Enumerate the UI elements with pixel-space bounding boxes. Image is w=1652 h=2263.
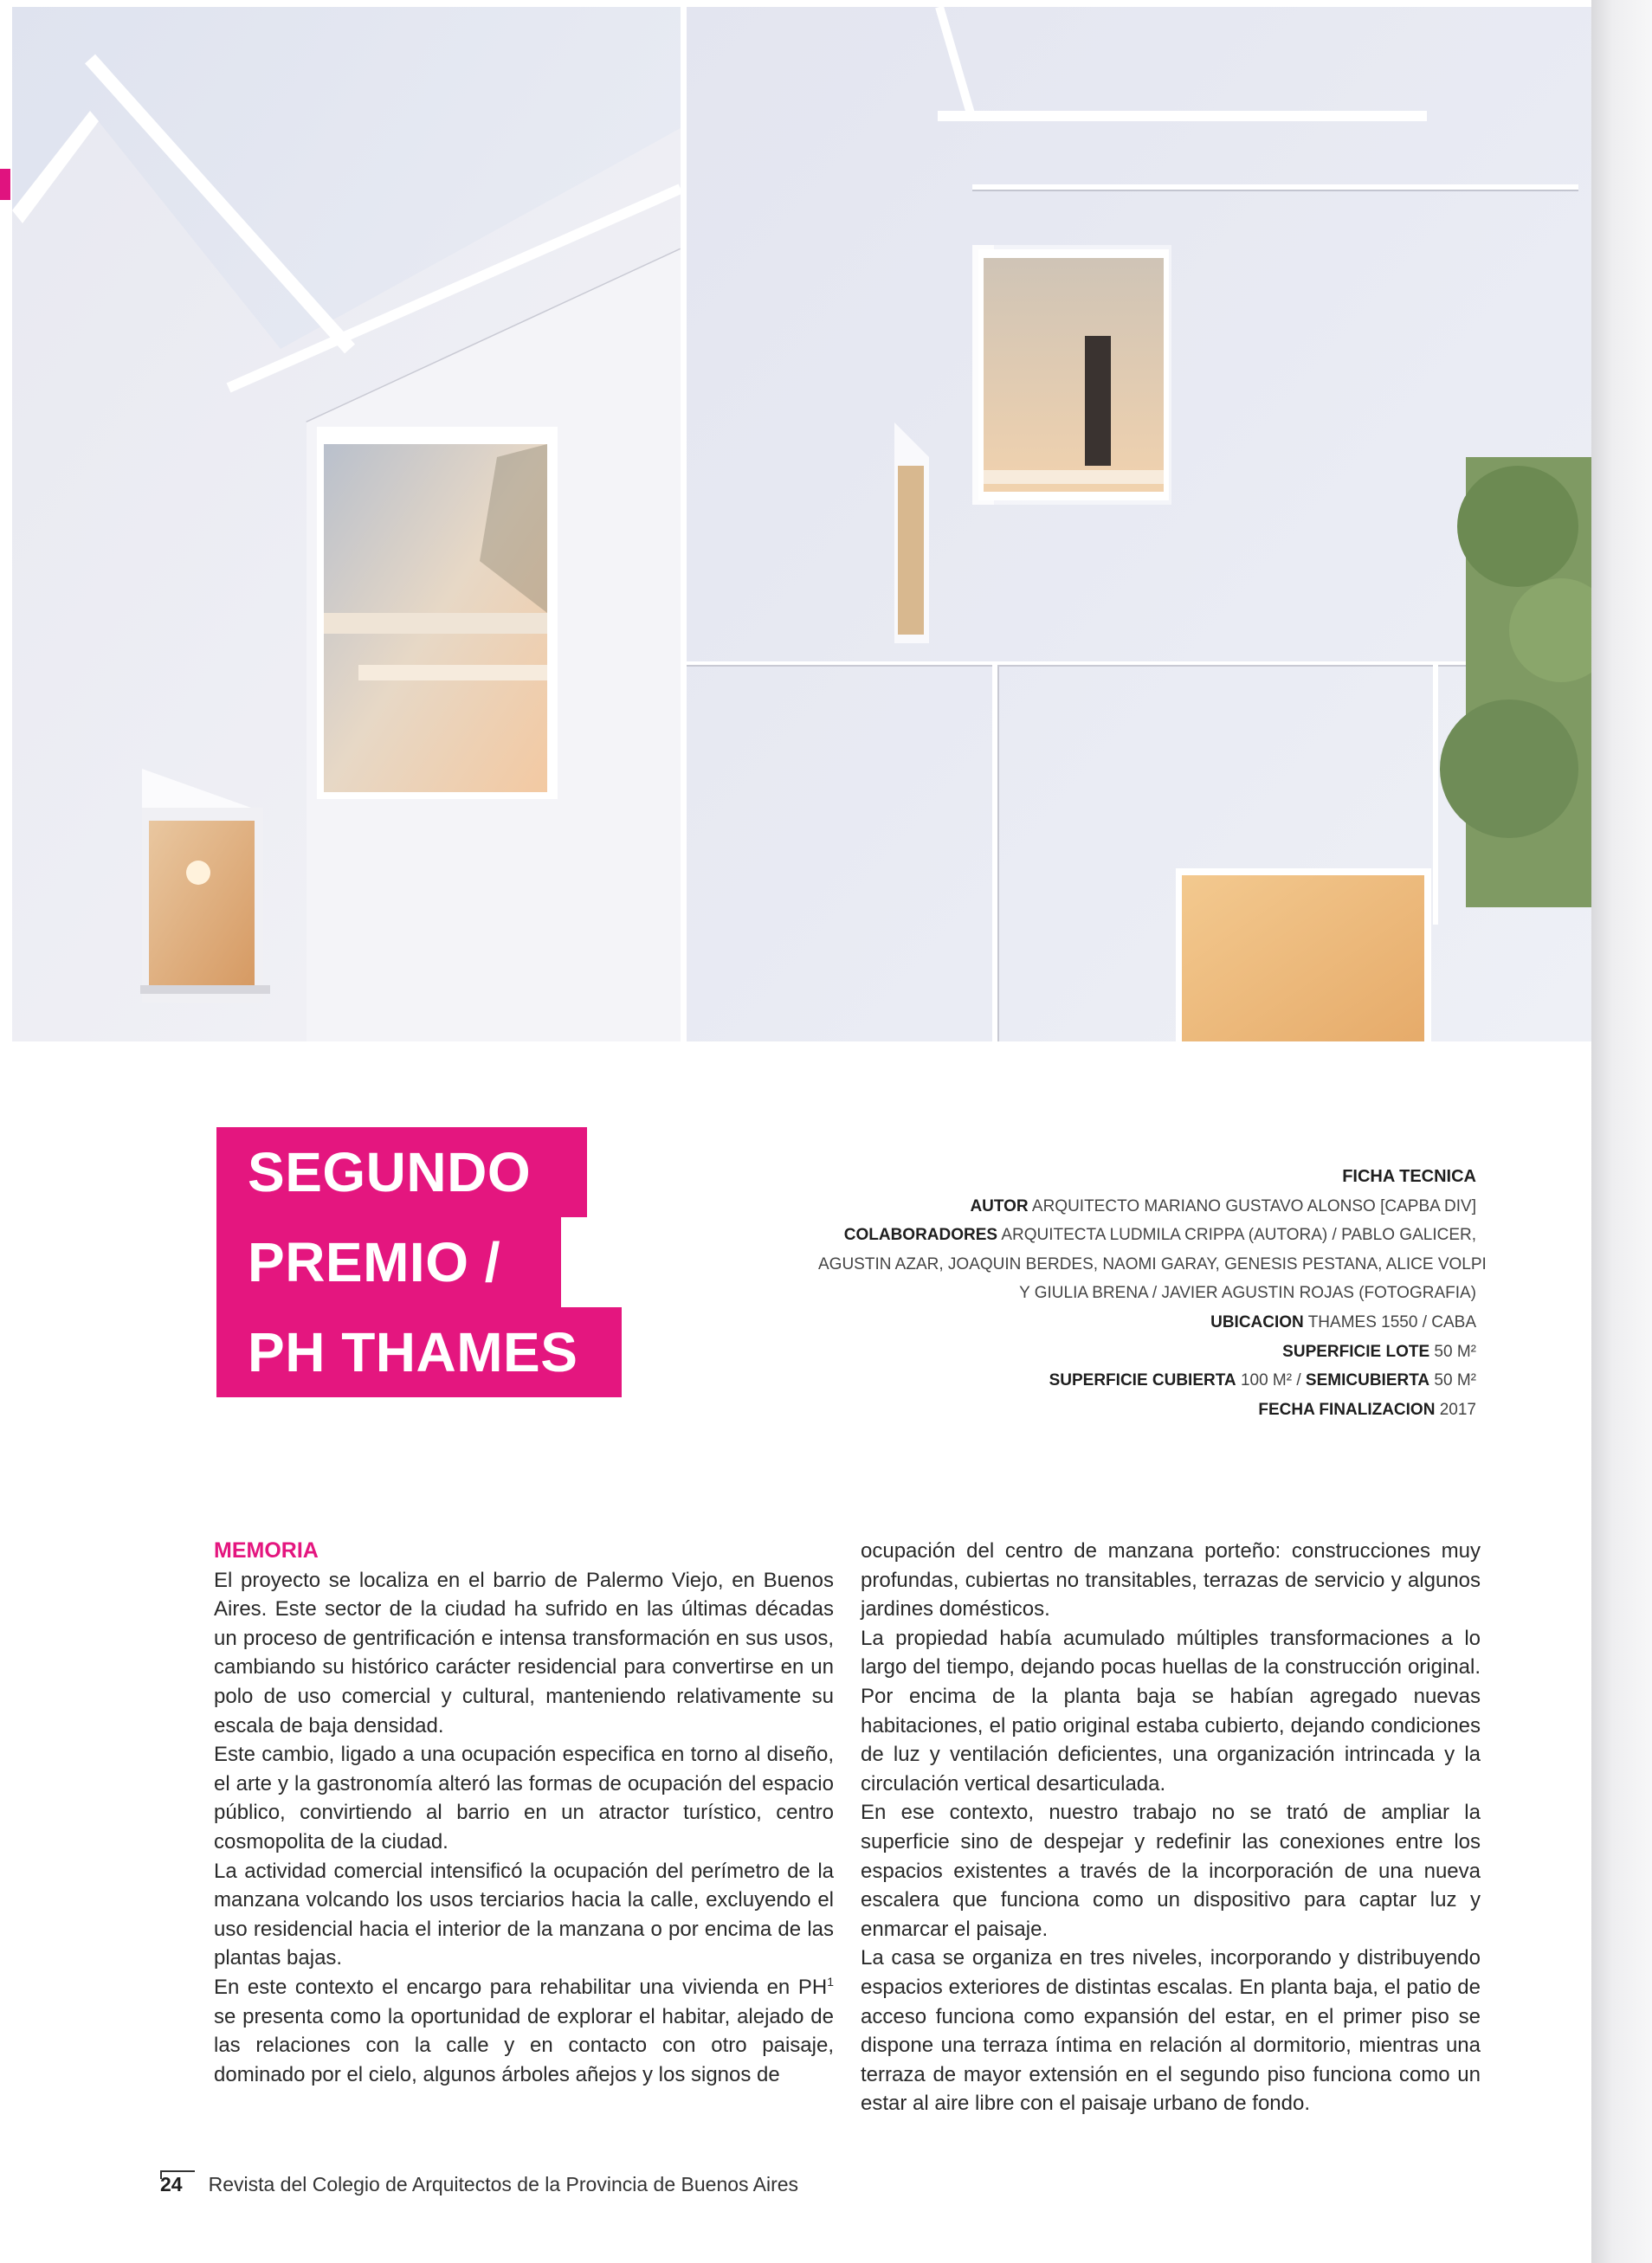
- ficha-cubierta-label: SUPERFICIE CUBIERTA: [1049, 1371, 1236, 1390]
- ficha-ubicacion: [818, 1308, 1476, 1338]
- memoria-paragraph-3: La actividad comercial intensificó la ocupación del perímetro de la manzana volcando los usos terciarios hacia la calle, excluyendo el uso residencial hacia el interior de la manzana o por encima de las plantas bajas.: [214, 1859, 834, 1970]
- ficha-autor-label: AUTOR: [970, 1196, 1029, 1215]
- memoria-paragraph-1: El proyecto se localiza en el barrio de Palermo Viejo, en Buenos Aires. Este sector de la ciudad ha sufrido en las últimas décadas un proceso de gentrificación e intensa transformación en sus usos, cambiando su histórico carácter residencial para convertirse en un polo de uso comercial y cultural, manteniendo relativamente su escala de baja densidad.: [214, 1568, 834, 1738]
- memoria-paragraph-8: La casa se organiza en tres niveles, incorporando y distribuyendo espacios exteriores de distintas escalas. En planta baja, el patio de acceso funciona como expansión del estar, en el primer piso se dispone una terraza íntima en relación al dormitorio, mientras una terraza de mayor extensión en el segundo piso funciona como un estar al aire libre con el paisaje urbano de fondo.: [861, 1946, 1481, 2116]
- title-line-1: SEGUNDO: [216, 1127, 587, 1217]
- memoria-paragraph-7: En ese contexto, nuestro trabajo no se trató de ampliar la superficie sino de despejar y redefinir las conexiones entre los espacios existentes a través de la incorporación de una nueva escalera que funciona como un dispositivo para captar luz y enmarcar el paisaje.: [861, 1801, 1481, 1941]
- ficha-ubicacion-label: UBICACION: [1210, 1312, 1304, 1331]
- memoria-heading: MEMORIA: [214, 1538, 319, 1563]
- ficha-heading: FICHA TECNICA: [1342, 1167, 1476, 1186]
- photo-left: [12, 7, 681, 1041]
- page-footer: [160, 2173, 798, 2196]
- photo-right: [687, 7, 1591, 1041]
- footer-rule: [160, 2170, 195, 2172]
- ficha-lote-label: SUPERFICIE LOTE: [1282, 1342, 1430, 1361]
- ficha-semicubierta-label: SEMICUBIERTA: [1305, 1371, 1430, 1390]
- ficha-colab-value-2: AGUSTIN AZAR, JOAQUIN BERDES, NAOMI GARAY, GENESIS PESTANA, ALICE VOLPI: [818, 1254, 1487, 1273]
- ficha-superficie: [818, 1366, 1476, 1396]
- memoria-paragraph-4: [214, 1973, 834, 2089]
- memoria-paragraph-4-a: En este contexto el encargo para rehabilitar una vivienda en PH: [214, 1975, 828, 1999]
- memoria-paragraph-4-b: se presenta como la oportunidad de explorar el habitar, alejado de las relaciones con la calle y en contacto con otro paisaje, dominado por el cielo, algunos árboles añejos y los signos de: [214, 2004, 834, 2086]
- page-number: 24: [160, 2173, 183, 2195]
- ficha-colab-label: COLABORADORES: [843, 1226, 998, 1245]
- memoria-paragraph-2: Este cambio, ligado a una ocupación especifica en torno al diseño, el arte y la gastronomía alteró las formas de ocupación del espacio público, convirtiendo al barrio en un atractor turístico, centro cosmopolita de la ciudad.: [214, 1743, 834, 1854]
- ficha-autor: [818, 1192, 1476, 1222]
- ficha-colaboradores: [818, 1221, 1476, 1250]
- ficha-lote-value: 50 M²: [1434, 1342, 1476, 1361]
- ficha-colab-value-1: ARQUITECTA LUDMILA CRIPPA (AUTORA) / PABLO GALICER,: [1001, 1226, 1476, 1245]
- ficha-ubicacion-value: THAMES 1550 / CABA: [1307, 1312, 1476, 1331]
- publication-name: Revista del Colegio de Arquitectos de la Provincia de Buenos Aires: [208, 2173, 799, 2195]
- page-edge-mark: [0, 169, 10, 200]
- ficha-autor-value: ARQUITECTO MARIANO GUSTAVO ALONSO [CAPBA DIV]: [1031, 1196, 1476, 1215]
- title-line-2: PREMIO /: [216, 1217, 561, 1307]
- memoria-column-right: [861, 1537, 1481, 2118]
- ficha-tecnica: [818, 1163, 1487, 1424]
- ficha-semicubierta-value: 50 M²: [1434, 1371, 1476, 1390]
- memoria-paragraph-5: ocupación del centro de manzana porteño: construcciones muy profundas, cubiertas no transitables, terrazas de servicio y algunos jardines domésticos.: [861, 1539, 1481, 1621]
- footnote-marker: 1: [827, 1974, 834, 1989]
- page-edge: [1591, 0, 1652, 2263]
- ficha-fecha-value: 2017: [1439, 1400, 1476, 1419]
- ficha-lote: [818, 1338, 1476, 1367]
- ficha-fecha-label: FECHA FINALIZACION: [1258, 1400, 1436, 1419]
- ficha-cubierta-value: 100 M² /: [1240, 1371, 1301, 1390]
- memoria-column-left: [214, 1537, 834, 2089]
- ficha-colab-value-3: Y GIULIA BRENA / JAVIER AGUSTIN ROJAS (FOTOGRAFIA): [1019, 1284, 1476, 1303]
- ficha-fecha: [818, 1396, 1476, 1425]
- title-line-3: PH THAMES: [216, 1307, 622, 1397]
- memoria-paragraph-6: La propiedad había acumulado múltiples transformaciones a lo largo del tiempo, dejando pocas huellas de la construcción original. Por encima de la planta baja se habían agregado nuevas habitaciones, el patio original estaba cubierto, dejando condiciones de luz y ventilación deficientes, una organización intrincada y la circulación vertical desarticulada.: [861, 1626, 1481, 1796]
